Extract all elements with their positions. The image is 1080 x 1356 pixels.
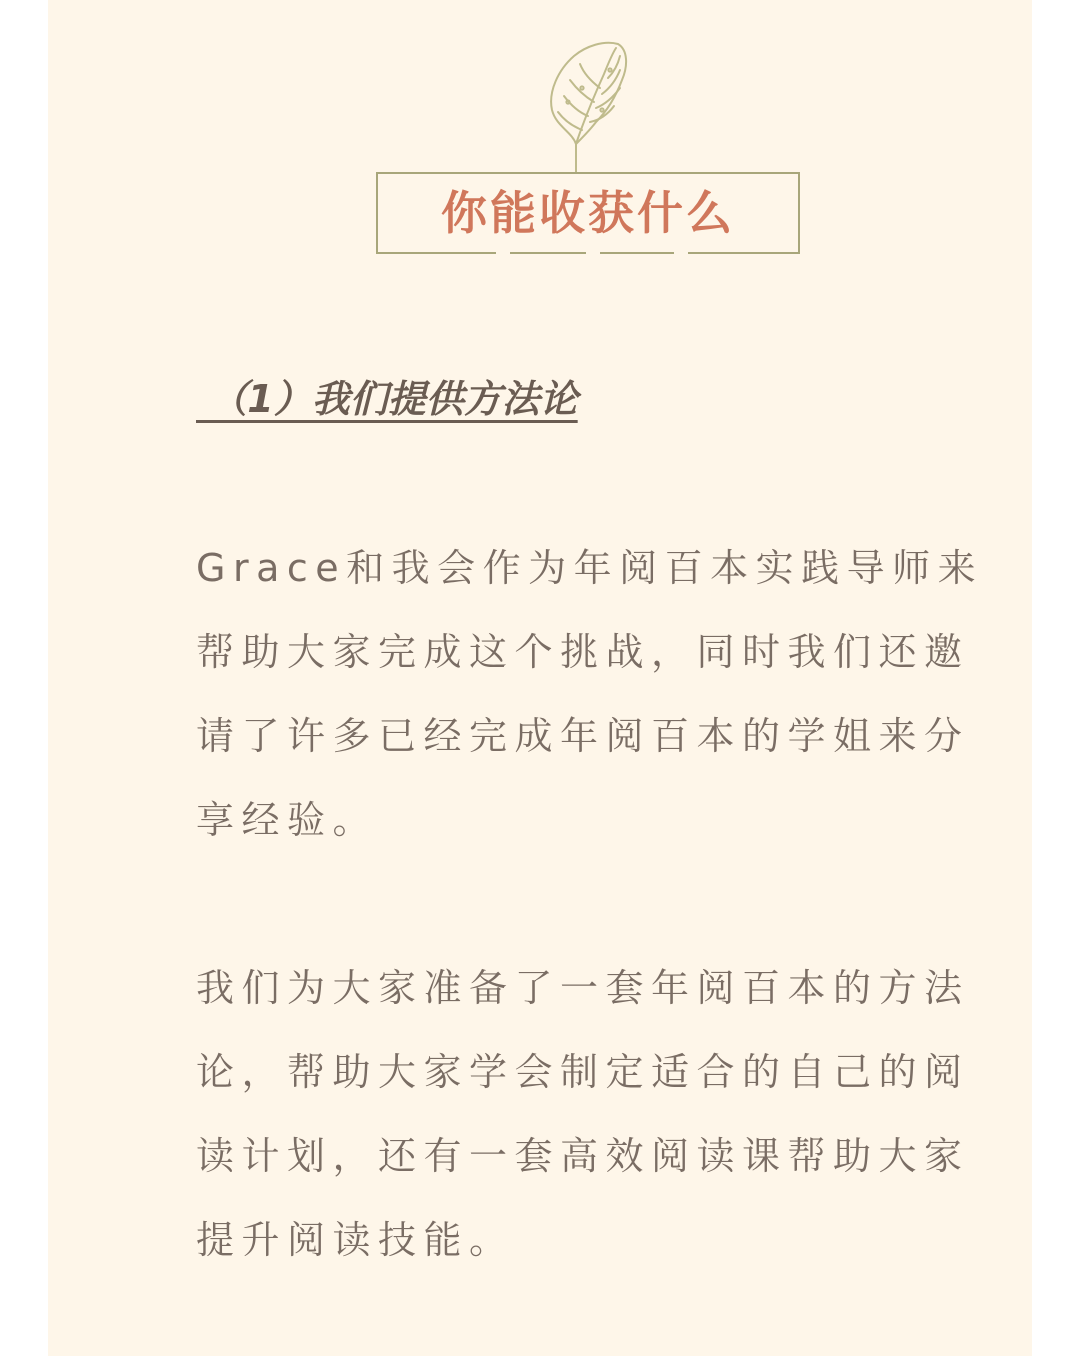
article-page	[48, 0, 1032, 1356]
paragraph-2	[196, 946, 996, 1282]
section-title-frame	[376, 172, 800, 254]
monstera-leaf-icon	[542, 40, 634, 174]
paragraph-line: 提升阅读技能。	[196, 1218, 515, 1262]
section-title: 你能收获什么	[441, 186, 735, 240]
paragraph-line: 我们为大家准备了一套年阅百本的方法	[196, 966, 970, 1010]
subsection-heading: （1）我们提供方法论	[196, 377, 578, 421]
paragraph-line: 帮助大家完成这个挑战，同时我们还邀	[196, 630, 970, 674]
paragraph-line: 读计划，还有一套高效阅读课帮助大家	[196, 1134, 970, 1178]
paragraph-line: Grace和我会作为年阅百本实践导师来	[196, 546, 984, 590]
paragraph-line: 论，帮助大家学会制定适合的自己的阅	[196, 1050, 970, 1094]
paragraph-line: 享经验。	[196, 798, 379, 842]
paragraph-1	[196, 526, 996, 862]
paragraph-line: 请了许多已经完成年阅百本的学姐来分	[196, 714, 970, 758]
